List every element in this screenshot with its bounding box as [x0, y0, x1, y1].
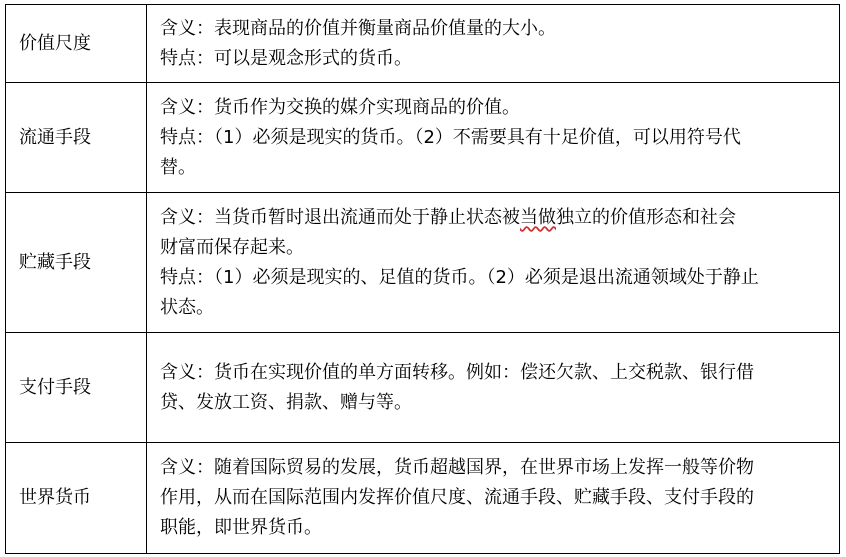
description-line: 含义：当货币暂时退出流通而处于静止状态被当做独立的价值形态和社会 [160, 206, 736, 228]
description-line: 财富而保存起来。 [160, 236, 304, 258]
description-line: 特点：（1）必须是现实的货币。（2）不需要具有十足价值，可以用符号代 [160, 126, 741, 148]
function-description [147, 5, 840, 83]
description-line: 状态。 [160, 296, 214, 318]
money-functions-table [5, 4, 840, 554]
function-name: 贮藏手段 [6, 193, 147, 333]
spellcheck-underlined-text: 当做 [520, 206, 556, 228]
function-name: 价值尺度 [6, 5, 147, 83]
table-row [6, 333, 840, 443]
description-line: 替。 [160, 156, 196, 178]
function-description [147, 83, 840, 193]
description-line: 含义：表现商品的价值并衡量商品价值量的大小。 [160, 17, 556, 39]
description-line: 职能，即世界货币。 [160, 517, 322, 538]
table-row [6, 193, 840, 333]
description-line: 含义：货币在实现价值的单方面转移。例如：偿还欠款、上交税款、银行借 [160, 361, 754, 383]
table-row [6, 443, 840, 554]
description-line: 含义：随着国际贸易的发展，货币超越国界，在世界市场上发挥一般等价物 [160, 457, 754, 478]
function-description [147, 333, 840, 443]
description-line: 特点：（1）必须是现实的、足值的货币。（2）必须是退出流通领域处于静止 [160, 266, 759, 288]
description-line: 贷、发放工资、捐款、赠与等。 [160, 391, 412, 413]
function-name: 世界货币 [6, 443, 147, 554]
table-row [6, 5, 840, 83]
description-line: 含义：货币作为交换的媒介实现商品的价值。 [160, 96, 520, 118]
description-line: 特点：可以是观念形式的货币。 [160, 47, 412, 69]
function-description [147, 193, 840, 333]
description-line: 作用，从而在国际范围内发挥价值尺度、流通手段、贮藏手段、支付手段的 [160, 487, 754, 508]
function-description [147, 443, 840, 554]
table-row [6, 83, 840, 193]
function-name: 支付手段 [6, 333, 147, 443]
function-name: 流通手段 [6, 83, 147, 193]
